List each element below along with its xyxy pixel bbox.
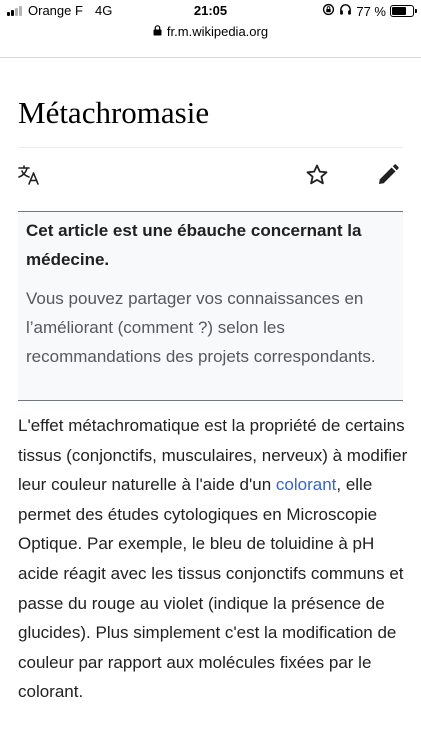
notice-text: Vous pouvez partager vos connaissances en l’améliorant (comment ?) selon les recommandations des projets correspondants.: [26, 289, 376, 366]
carrier-name: Orange F: [28, 3, 83, 18]
colorant-link[interactable]: colorant: [275, 475, 337, 495]
battery-icon: [390, 5, 414, 17]
page-actions: [0, 160, 421, 190]
language-button[interactable]: [14, 160, 44, 190]
status-time: 21:05: [193, 3, 228, 18]
stub-notice: [18, 211, 403, 401]
language-icon: [16, 162, 42, 188]
paragraph-text-2: , elle permet des études cytologiques en Microscopie Optique. Par exemple, le bleu de toluidine à pH acide réagit avec les tissus conjonctifs communs et passe du rouge au violet (indique la présence de glucides). Plus simplement c'est la modification de couleur par rapport aux molécules fixées par le colorant.: [18, 475, 404, 702]
lock-icon: [153, 24, 162, 39]
title-divider: [18, 147, 403, 148]
page-title: Métachromasie: [18, 95, 210, 130]
pencil-icon: [376, 163, 400, 187]
header-divider: [0, 57, 421, 58]
paragraph-text-1: L'effet métachromatique est la propriété de certains tissus (conjonctifs, musculaires, nerveux) à modifier leur couleur naturelle à l'aide d'un: [18, 416, 408, 495]
article-paragraph: [18, 411, 410, 707]
battery-percent: 77 %: [356, 3, 386, 19]
star-icon: [305, 163, 329, 187]
status-bar: [0, 0, 421, 22]
watch-button[interactable]: [302, 160, 332, 190]
network-type: 4G: [95, 3, 113, 18]
headphones-icon: [339, 3, 352, 19]
notice-title: Cet article est une ébauche concernant la médecine.: [26, 221, 362, 269]
status-right-group: [322, 3, 414, 19]
rotation-lock-icon: [322, 3, 335, 19]
url-text: fr.m.wikipedia.org: [166, 23, 269, 39]
edit-button[interactable]: [373, 160, 403, 190]
browser-url-bar[interactable]: [0, 22, 421, 40]
